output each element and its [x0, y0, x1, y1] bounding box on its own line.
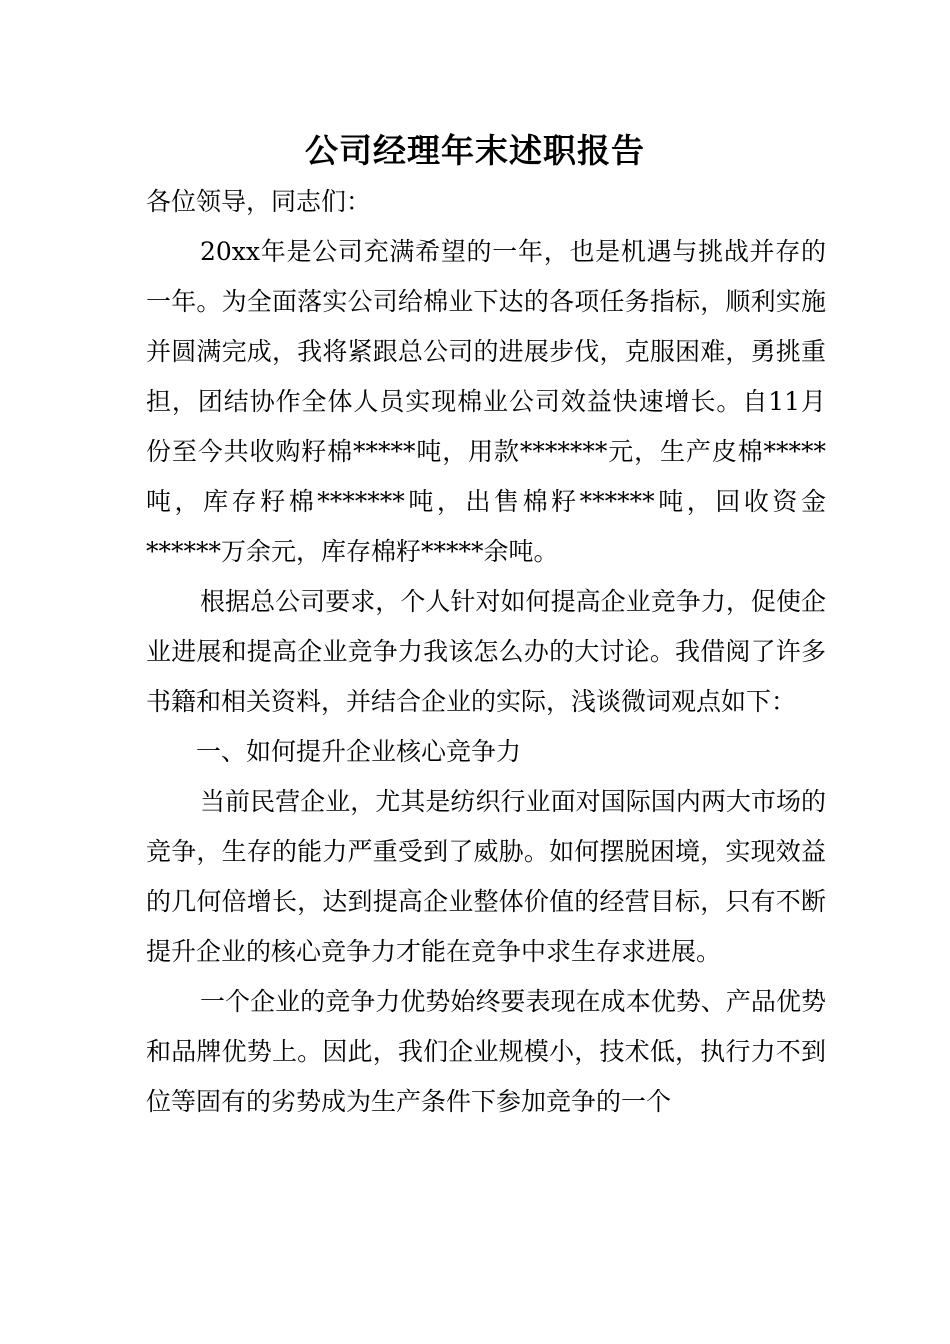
paragraph-2: 根据总公司要求，个人针对如何提高企业竞争力，促使企业进展和提高企业竞争力我该怎么办的大讨论。我借阅了许多书籍和相关资料，并结合企业的实际，浅谈微词观点如下：: [146, 587, 826, 716]
paragraph-1: 20xx年是公司充满希望的一年，也是机遇与挑战并存的一年。为全面落实公司给棉业下达的各项任务指标，顺利实施并圆满完成，我将紧跟总公司的进展步伐，克服困难，勇挑重担，团结协作全体人员实现棉业公司效益快速增长。自11月份至今共收购籽棉*****吨，用款*******元，生产皮棉*****吨，库存籽棉*******吨，出售棉籽******吨，回收资金******万余元，库存棉籽*****余吨。: [146, 237, 826, 566]
document-body: [146, 177, 826, 1127]
section-paragraph-1: 当前民营企业，尤其是纺织行业面对国际国内两大市场的竞争，生存的能力严重受到了威胁。如何摆脱困境，实现效益的几何倍增长，达到提高企业整体价值的经营目标，只有不断提升企业的核心竞争力才能在竞争中求生存求进展。: [146, 787, 826, 966]
section-paragraph-2: 一个企业的竞争力优势始终要表现在成本优势、产品优势和品牌优势上。因此，我们企业规模小，技术低，执行力不到位等固有的劣势成为生产条件下参加竞争的一个: [146, 987, 826, 1116]
section-heading: 一、如何提升企业核心竞争力: [196, 737, 522, 766]
salutation: 各位领导，同志们：: [146, 187, 372, 216]
document-title: 公司经理年末述职报告: [305, 131, 645, 170]
